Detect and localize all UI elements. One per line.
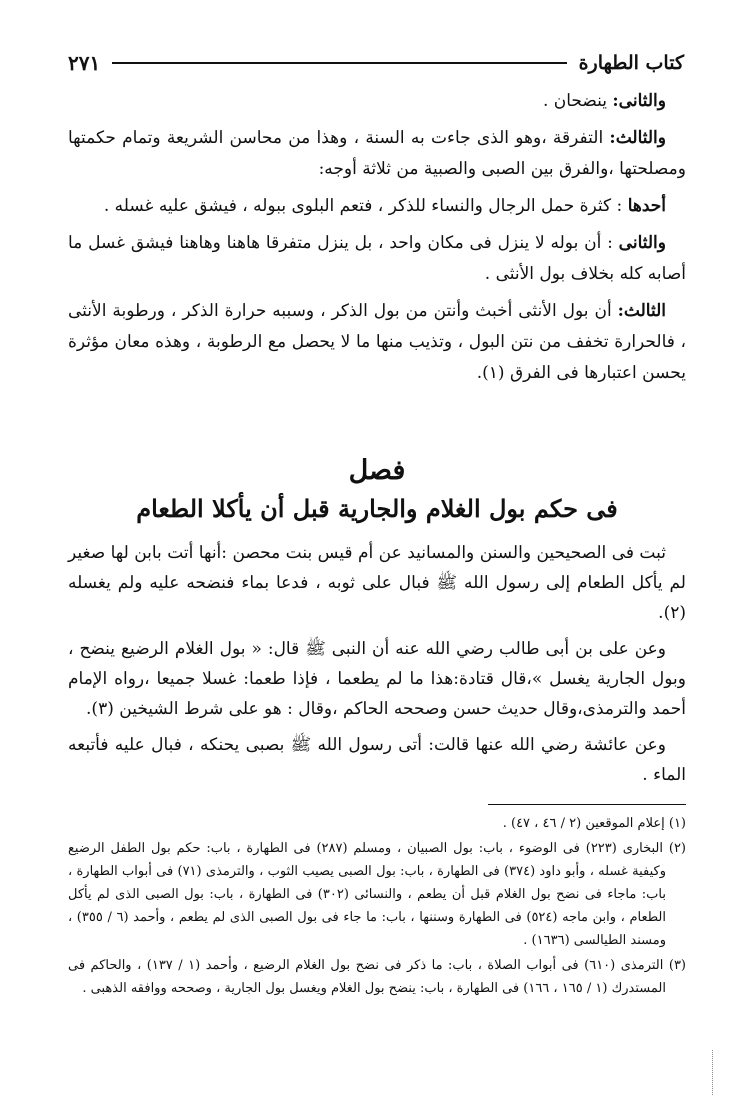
paragraph: وعن عائشة رضي الله عنها قالت: أتى رسول الله ﷺ بصبى يحنكه ، فبال عليه فأتبعه الماء . [68, 735, 686, 785]
section-subtitle: فى حكم بول الغلام والجارية قبل أن يأكلا الطعام [136, 494, 618, 523]
margin-mark [712, 1050, 714, 1095]
section-headings [68, 452, 686, 528]
page-header [68, 48, 684, 78]
paragraph-text: ينضحان . [542, 91, 613, 111]
paragraph [68, 228, 686, 290]
paragraph-lead: والثالث: [609, 128, 666, 148]
paragraph-lead: والثانى: [612, 91, 666, 111]
paragraph [68, 86, 686, 117]
page-number: ٢٧١ [68, 51, 101, 75]
paragraph: وعن على بن أبى طالب رضي الله عنه أن النبى ﷺ قال: « بول الغلام الرضيع ينضح ، وبول الجارية يغسل »،قال قتادة:هذا ما لم يطعما ، فإذا طعما: غسلا جميعا ،رواه الإمام أحمد والترمذى،وقال حديث حسن وصححه الحاكم ،وقال : هو على شرط الشيخين (٣). [68, 639, 686, 719]
header-rule [112, 62, 566, 64]
section-heading: فصل [348, 455, 406, 486]
paragraph-lead: والثانى [618, 233, 666, 253]
footnote-separator [488, 804, 686, 805]
paragraph-text: : أن بوله لا ينزل فى مكان واحد ، بل ينزل متفرقا هاهنا وهاهنا فيشق غسل ما أصابه كله بخلاف بول الأنثى . [68, 233, 686, 284]
paragraph-text: التفرقة ،وهو الذى جاءت به السنة ، وهذا من محاسن الشريعة وتمام حكمتها ومصلحتها ،والفرق بين الصبى والصبية من ثلاثة أوجه: [68, 128, 686, 179]
paragraph [68, 296, 686, 389]
main-text [68, 86, 686, 395]
paragraph [68, 123, 686, 185]
book-title: كتاب الطهارة [578, 52, 684, 74]
paragraph-text: : كثرة حمل الرجال والنساء للذكر ، فتعم البلوى ببوله ، فيشق عليه غسله . [103, 196, 628, 216]
section-text [68, 538, 686, 796]
paragraph: ثبت فى الصحيحين والسنن والمسانيد عن أم قيس بنت محصن :أنها أتت بابن لها صغير لم يأكل الطعام إلى رسول الله ﷺ فبال على ثوبه ، فدعا بماء فنضحه عليه ولم يغسله (٢). [68, 543, 686, 623]
paragraph-lead: أحدها [627, 196, 666, 216]
paragraph-text: أن بول الأنثى أخبث وأنتن من بول الذكر ، وسببه حرارة الذكر ، ورطوبة الأنثى ، فالحرارة تخفف من نتن البول ، وتذيب منها ما لا يحصل مع الرطوبة ، وهذه معان مؤثرة يحسن اعتبارها فى الفرق (١). [68, 301, 686, 383]
footnote: (١) إعلام الموقعين (٢ / ٤٦ ، ٤٧) . [502, 816, 686, 831]
paragraph [68, 191, 686, 222]
footnote: (٢) البخارى (٢٢٣) فى الوضوء ، باب: بول الصبيان ، ومسلم (٢٨٧) فى الطهارة ، باب: حكم بول الطفل الرضيع وكيفية غسله ، وأبو داود (٣٧٤) فى الطهارة ، باب: بول الصبى يصيب الثوب ، والترمذى (٧١) فى أبواب الطهارة ، باب: ماجاء فى نضح بول الغلام قبل أن يطعم ، والنسائى (٣٠٢) فى الطهارة ، باب: بول الصبى الذى لم يأكل الطعام ، وابن ماجه (٥٢٤) فى الطهارة وسننها ، باب: ما جاء فى بول الصبى الذى لم يطعم ، وأحمد (٦ / ٣٥٥) ، ومسند الطيالسى (١٦٣٦) . [68, 841, 686, 948]
footnotes [68, 812, 686, 1002]
paragraph-lead: الثالث: [617, 301, 666, 321]
footnote: (٣) الترمذى (٦١٠) فى أبواب الصلاة ، باب: ما ذكر فى نضح بول الغلام الرضيع ، وأحمد (١ / ١٣٧) ، والحاكم فى المستدرك (١ / ١٦٥ ، ١٦٦) فى الطهارة ، باب: ينضح بول الغلام ويغسل بول الجارية ، وصححه ووافقه الذهبى . [68, 958, 686, 996]
